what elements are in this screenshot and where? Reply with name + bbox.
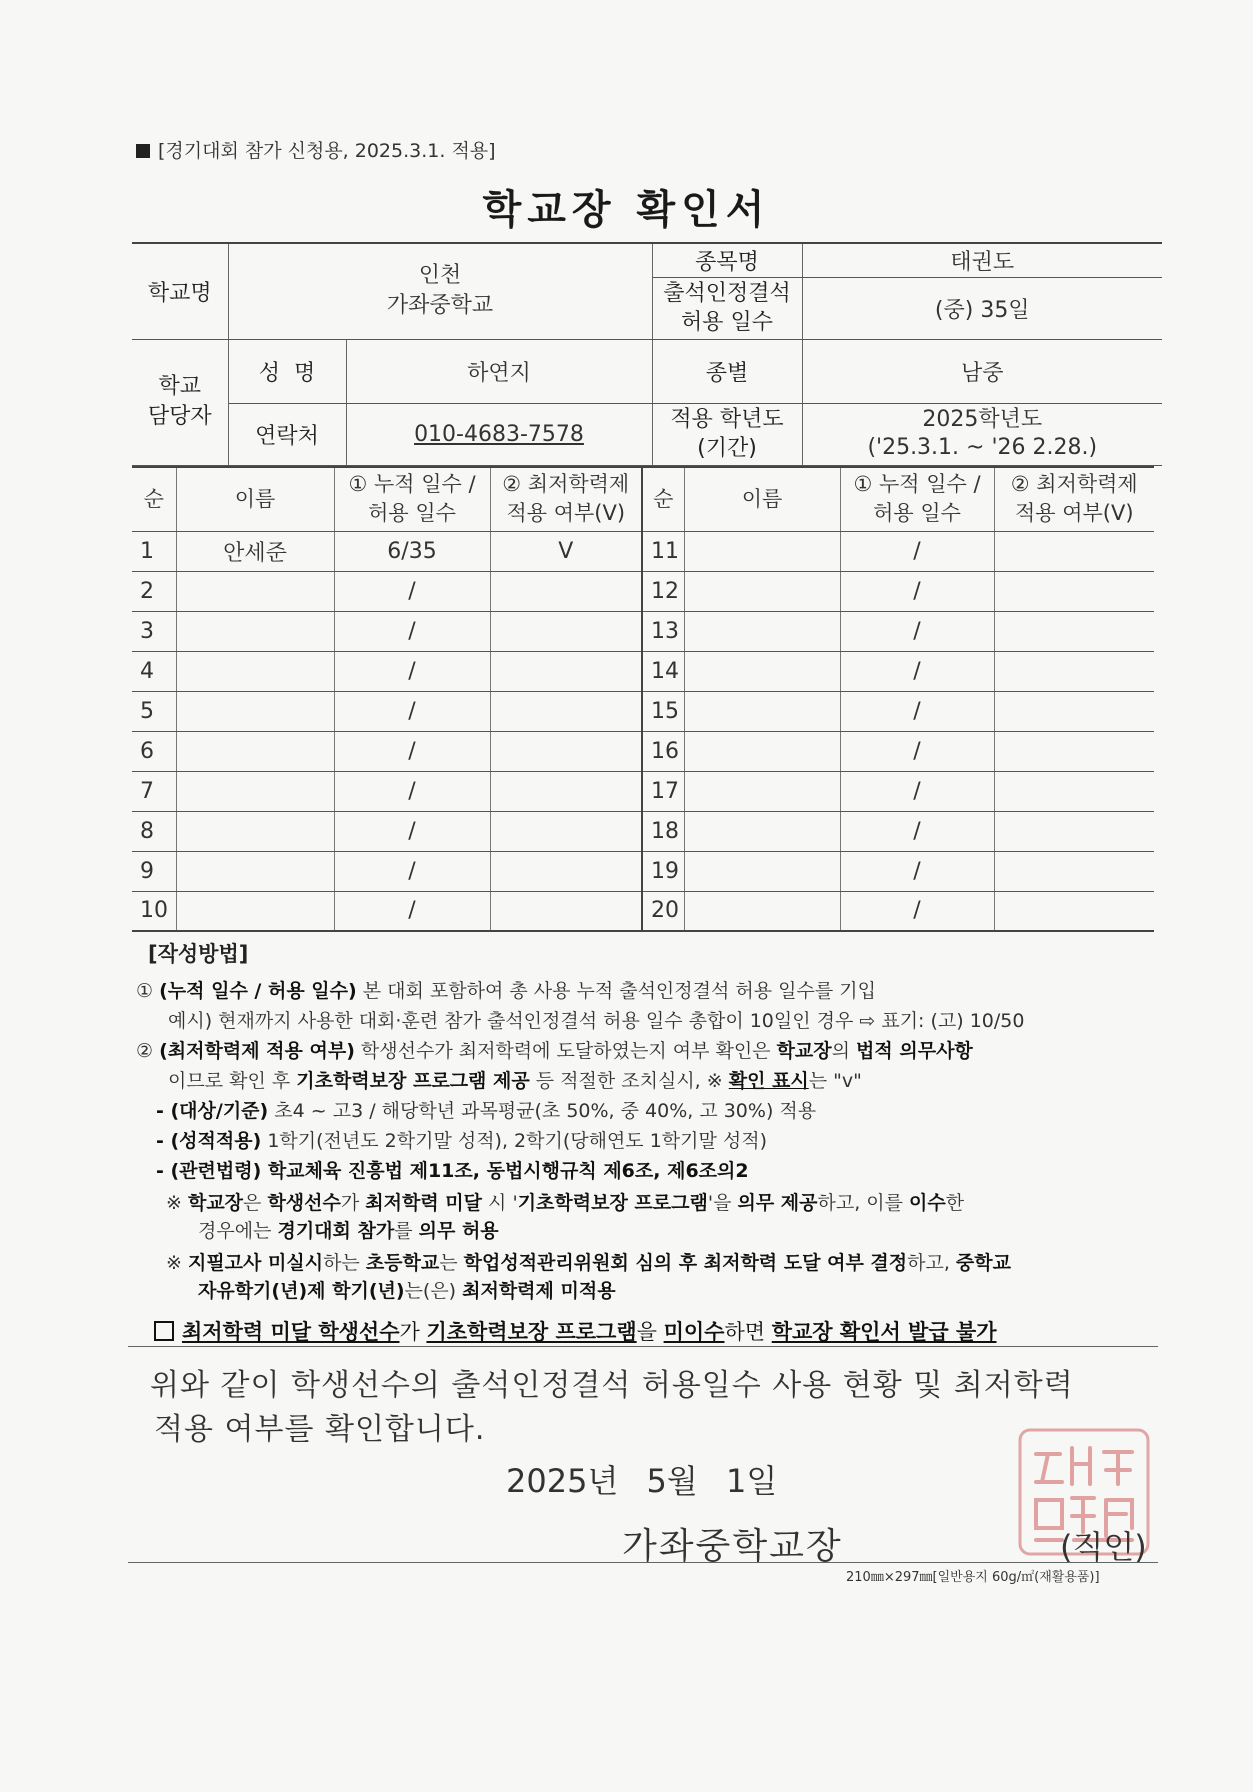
- l8-c6: 한: [945, 1192, 965, 1214]
- row-days: /: [840, 531, 994, 571]
- divider-top: [128, 1346, 1158, 1347]
- seal-label: (직인): [1060, 1528, 1147, 1566]
- row-days: /: [334, 611, 490, 651]
- row-no: 6: [132, 731, 176, 771]
- manager-label-line2: 담당자: [147, 404, 212, 429]
- l9-b1: 경기대회 참가: [277, 1220, 395, 1242]
- info-table: [132, 242, 1162, 466]
- l3-bold2: 학교장: [776, 1040, 832, 1062]
- method-line-1: [136, 976, 876, 1003]
- row-no: 2: [132, 571, 176, 611]
- table-row: [132, 851, 1154, 891]
- l4-bold2: 확인 표시: [728, 1070, 809, 1092]
- square-bullet-icon: [136, 144, 150, 158]
- col-days-left: [334, 467, 490, 531]
- method-line-9: [198, 1216, 499, 1243]
- paper-spec-footer: 210㎜×297㎜[일반용지 60g/㎡(재활용품)]: [846, 1570, 1100, 1585]
- l8-c2: 가: [340, 1192, 366, 1214]
- row-check: [994, 851, 1154, 891]
- school-region: 인천: [418, 263, 462, 289]
- l5-text: 초4 ~ 고3 / 해당학년 과목평균(초 50%, 중 40%, 고 30%) 적용: [268, 1100, 817, 1122]
- l8-a: ※: [166, 1192, 188, 1214]
- l8-b1: 학교장: [187, 1192, 244, 1214]
- col-min-right-line2: 적용 여부(V): [1014, 501, 1134, 526]
- l5-bold: - (대상/기준): [156, 1100, 269, 1122]
- table-row: [132, 611, 1154, 651]
- row-name: 안세준: [176, 531, 334, 571]
- l8-b3: 최저학력 미달: [365, 1192, 483, 1214]
- row-check: [490, 811, 642, 851]
- row-name: [684, 891, 840, 931]
- row-no: 7: [132, 771, 176, 811]
- warn-c2: 을: [636, 1320, 664, 1344]
- row-days: /: [334, 811, 490, 851]
- row-check: [994, 731, 1154, 771]
- manager-name: 하연지: [346, 339, 652, 403]
- method-line-5: [156, 1096, 816, 1123]
- row-days: 6/35: [334, 531, 490, 571]
- l10-b2: 초등학교: [365, 1252, 440, 1274]
- year-label: [652, 403, 802, 465]
- method-title: [작성방법]: [148, 942, 249, 966]
- students-table: [132, 466, 1154, 932]
- row-check: [490, 691, 642, 731]
- col-days-left-line2: 허용 일수: [368, 501, 456, 526]
- year-label-line2: (기간): [697, 436, 757, 461]
- absence-label-line1: 출석인정결석: [663, 281, 791, 306]
- row-no: 10: [132, 891, 176, 931]
- table-row: [132, 731, 1154, 771]
- row-name: [684, 731, 840, 771]
- students-body: [132, 531, 1154, 931]
- table-row: [132, 891, 1154, 931]
- row-check: V: [490, 531, 642, 571]
- row-name: [684, 651, 840, 691]
- l1-text: 본 대회 포함하여 총 사용 누적 출석인정결석 허용 일수를 기입: [356, 980, 876, 1002]
- warning-line: [154, 1316, 997, 1346]
- l6-bold: - (성적적용): [156, 1130, 262, 1152]
- warn-b3: 미이수: [663, 1320, 725, 1344]
- l3-text1: 학생선수가 최저학력에 도달하였는지 여부 확인은: [354, 1040, 777, 1062]
- school-name-cell: [228, 243, 652, 339]
- table-row: [132, 811, 1154, 851]
- year-value: 2025학년도: [922, 407, 1043, 432]
- row-name: [176, 731, 334, 771]
- contact-value-cell: [346, 403, 652, 465]
- year-period: ('25.3.1. ~ '26 2.28.): [867, 435, 1098, 460]
- row-name: [176, 611, 334, 651]
- row-days: /: [840, 851, 994, 891]
- col-min-right: [994, 467, 1154, 531]
- absence-label-line2: 허용 일수: [680, 310, 773, 335]
- row-check: [994, 691, 1154, 731]
- l8-c4: '을: [707, 1192, 738, 1214]
- col-days-right-line2: 허용 일수: [873, 501, 961, 526]
- row-days: /: [334, 691, 490, 731]
- col-days-left-line1: ① 누적 일수 /: [348, 472, 476, 497]
- absence-days-value: (중) 35일: [802, 277, 1162, 339]
- row-days: /: [840, 571, 994, 611]
- category-label: 종별: [652, 339, 802, 403]
- l11-b1: 자유학기(년)제 학기(년): [198, 1280, 405, 1302]
- year-value-cell: [802, 403, 1162, 465]
- confirm-line-2: 적용 여부를 확인합니다.: [154, 1412, 486, 1447]
- row-name: [176, 691, 334, 731]
- row-name: [684, 611, 840, 651]
- row-days: /: [334, 891, 490, 931]
- name-label: 성 명: [228, 339, 346, 403]
- l4-text2: 등 적절한 조치실시, ※: [529, 1070, 729, 1092]
- contact-label: 연락처: [228, 403, 346, 465]
- l3-text2: 의: [831, 1040, 857, 1062]
- l4-bold: 기초학력보장 프로그램 제공: [296, 1070, 530, 1092]
- l8-b5: 의무 제공: [737, 1192, 818, 1214]
- l3-bold: (최저학력제 적용 여부): [159, 1040, 355, 1062]
- warn-b2: 기초학력보장 프로그램: [426, 1320, 637, 1344]
- col-min-left: [490, 467, 642, 531]
- row-check: [994, 571, 1154, 611]
- l7-bold: - (관련법령) 학교체육 진흥법 제11조, 동법시행규칙 제6조, 제6조의2: [156, 1160, 749, 1182]
- method-line-7: [156, 1156, 749, 1183]
- row-name: [684, 771, 840, 811]
- col-name-right: 이름: [684, 467, 840, 531]
- checkbox-arrow-icon: [154, 1321, 174, 1341]
- l4-text1: 이므로 확인 후: [168, 1070, 297, 1092]
- sport-label: 종목명: [652, 243, 802, 277]
- table-row: [132, 651, 1154, 691]
- row-no: 15: [642, 691, 684, 731]
- method-line-2: 예시) 현재까지 사용한 대회·훈련 참가 출석인정결석 허용 일수 총합이 10일인 경우 ⇨ 표기: (고) 10/50: [168, 1010, 1025, 1032]
- l8-c5: 하고, 이를: [817, 1192, 910, 1214]
- row-check: [490, 851, 642, 891]
- l10-c3: 하고,: [907, 1252, 956, 1274]
- contact-value: 010-4683-7578: [414, 421, 584, 447]
- row-name: [684, 691, 840, 731]
- l8-c3: 시 ': [482, 1192, 518, 1214]
- col-min-left-line2: 적용 여부(V): [506, 501, 626, 526]
- row-no: 19: [642, 851, 684, 891]
- col-min-left-line1: ② 최저학력제: [502, 472, 630, 497]
- row-no: 12: [642, 571, 684, 611]
- warn-c3: 하면: [724, 1320, 772, 1344]
- l6-text: 1학기(전년도 2학기말 성적), 2학기(당해연도 1학기말 성적): [261, 1130, 768, 1152]
- row-check: [994, 811, 1154, 851]
- warn-c1: 가: [399, 1320, 427, 1344]
- table-row: [132, 571, 1154, 611]
- row-days: /: [840, 891, 994, 931]
- col-no-right: 순: [642, 467, 684, 531]
- num-1: ①: [136, 980, 154, 1002]
- l10-a: ※: [166, 1252, 188, 1274]
- l10-b1: 지필고사 미실시: [187, 1252, 324, 1274]
- row-no: 17: [642, 771, 684, 811]
- col-min-right-line1: ② 최저학력제: [1010, 472, 1138, 497]
- row-no: 18: [642, 811, 684, 851]
- l11-b2: 최저학력제 미적용: [462, 1280, 616, 1302]
- row-no: 16: [642, 731, 684, 771]
- divider-bottom: [128, 1562, 1158, 1563]
- confirm-line-1: 위와 같이 학생선수의 출석인정결석 허용일수 사용 현황 및 최저학력: [150, 1368, 1074, 1403]
- row-name: [176, 651, 334, 691]
- row-check: [994, 651, 1154, 691]
- method-line-10: [166, 1248, 1011, 1275]
- row-days: /: [840, 691, 994, 731]
- row-check: [490, 571, 642, 611]
- absence-days-label: [652, 277, 802, 339]
- row-days: /: [840, 611, 994, 651]
- row-days: /: [334, 651, 490, 691]
- l10-b4: 중학교: [955, 1252, 1011, 1274]
- row-no: 1: [132, 531, 176, 571]
- row-name: [684, 571, 840, 611]
- l10-c1: 하는: [323, 1252, 366, 1274]
- header-note: [136, 136, 496, 163]
- l11-c1: 는(은): [404, 1280, 463, 1302]
- row-name: [176, 771, 334, 811]
- row-days: /: [840, 731, 994, 771]
- table-row: [132, 531, 1154, 571]
- row-no: 14: [642, 651, 684, 691]
- header-note-text: [경기대회 참가 신청용, 2025.3.1. 적용]: [158, 140, 496, 162]
- row-name: [684, 531, 840, 571]
- issue-date: 2025년 5월 1일: [506, 1462, 778, 1500]
- row-check: [490, 731, 642, 771]
- row-check: [994, 531, 1154, 571]
- col-no-left: 순: [132, 467, 176, 531]
- row-no: 13: [642, 611, 684, 651]
- school-name: 가좌중학교: [386, 293, 494, 319]
- sport-value: 태권도: [802, 243, 1162, 277]
- row-name: [176, 811, 334, 851]
- row-no: 9: [132, 851, 176, 891]
- year-label-line1: 적용 학년도: [670, 407, 784, 432]
- l4-text3: 는 "v": [808, 1070, 862, 1092]
- row-check: [994, 611, 1154, 651]
- row-no: 20: [642, 891, 684, 931]
- table-row: [132, 691, 1154, 731]
- page-title: 학교장 확인서: [482, 187, 771, 233]
- manager-label-line1: 학교: [158, 374, 201, 399]
- row-days: /: [840, 771, 994, 811]
- row-no: 5: [132, 691, 176, 731]
- row-check: [994, 891, 1154, 931]
- method-line-11: [198, 1276, 616, 1303]
- l8-c1: 은: [243, 1192, 268, 1214]
- row-check: [490, 651, 642, 691]
- l9-c2: 를: [394, 1220, 419, 1242]
- row-name: [176, 851, 334, 891]
- method-line-8: [166, 1188, 964, 1215]
- l8-b2: 학생선수: [267, 1192, 341, 1214]
- row-days: /: [334, 731, 490, 771]
- row-check: [490, 611, 642, 651]
- row-check: [994, 771, 1154, 811]
- warn-b4: 학교장 확인서 발급 불가: [771, 1320, 997, 1344]
- row-days: /: [840, 811, 994, 851]
- num-2: ②: [136, 1040, 154, 1062]
- manager-label: [132, 339, 228, 465]
- l9-b2: 의무 허용: [418, 1220, 499, 1242]
- l1-bold: (누적 일수 / 허용 일수): [159, 980, 357, 1002]
- row-no: 11: [642, 531, 684, 571]
- row-no: 4: [132, 651, 176, 691]
- l3-bold3: 법적 의무사항: [856, 1040, 973, 1062]
- row-check: [490, 891, 642, 931]
- row-name: [684, 851, 840, 891]
- category-value: 남중: [802, 339, 1162, 403]
- l10-b3: 학업성적관리위원회 심의 후 최저학력 도달 여부 결정: [463, 1252, 908, 1274]
- table-row: [132, 771, 1154, 811]
- row-check: [490, 771, 642, 811]
- row-name: [684, 811, 840, 851]
- col-name-left: 이름: [176, 467, 334, 531]
- row-no: 3: [132, 611, 176, 651]
- row-days: /: [334, 851, 490, 891]
- l8-b4: 기초학력보장 프로그램: [517, 1192, 708, 1214]
- row-days: /: [334, 571, 490, 611]
- l9-c1: 경우에는: [198, 1220, 278, 1242]
- row-days: /: [334, 771, 490, 811]
- method-line-4: [168, 1066, 862, 1093]
- row-name: [176, 571, 334, 611]
- warn-b1: 최저학력 미달 학생선수: [182, 1320, 400, 1344]
- method-line-6: [156, 1126, 767, 1153]
- school-label: 학교명: [132, 243, 228, 339]
- row-days: /: [840, 651, 994, 691]
- col-days-right: [840, 467, 994, 531]
- row-name: [176, 891, 334, 931]
- row-no: 8: [132, 811, 176, 851]
- method-line-3: [136, 1036, 973, 1063]
- principal-name: 가좌중학교장: [622, 1526, 843, 1567]
- col-days-right-line1: ① 누적 일수 /: [853, 472, 981, 497]
- l8-b6: 이수: [909, 1192, 946, 1214]
- l10-c2: 는: [439, 1252, 464, 1274]
